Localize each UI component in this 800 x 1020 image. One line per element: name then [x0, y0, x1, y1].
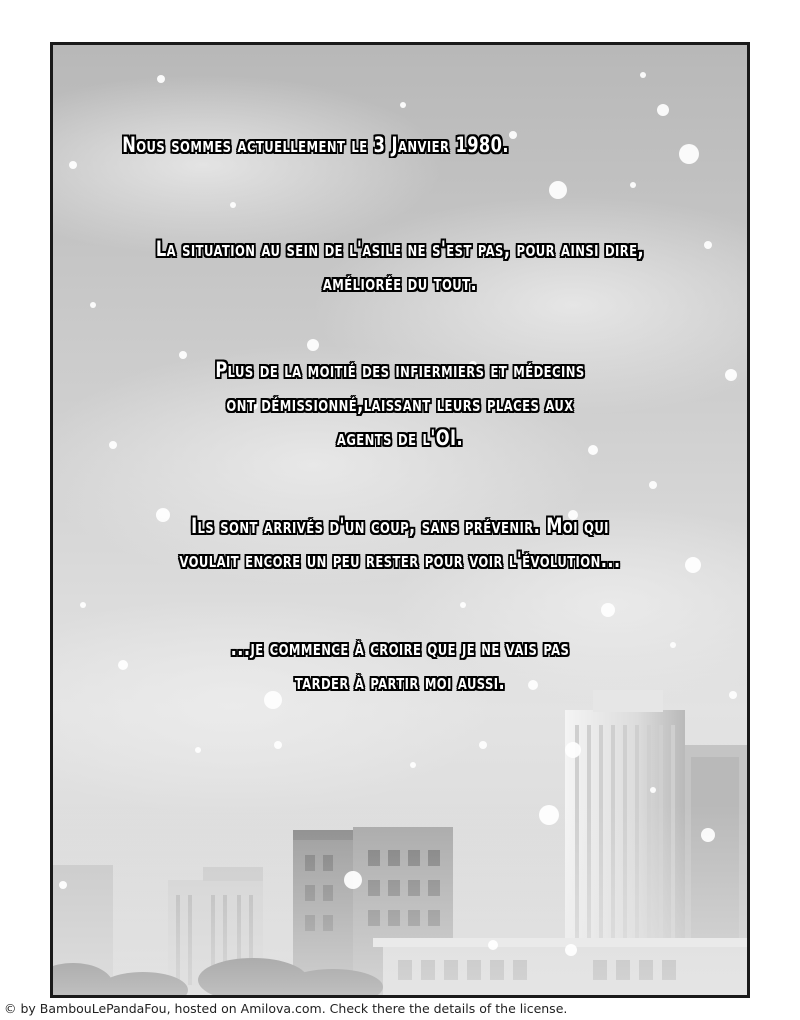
narration-line: voulait encore un peu rester pour voir l'évolution... [179, 548, 621, 572]
narration-paragraph-3 [102, 353, 699, 455]
narration-paragraph-5 [102, 631, 699, 699]
narration-line: Nous sommes actuellement le 3 Janvier 1980. [122, 133, 510, 157]
narration-paragraph-1 [102, 128, 699, 162]
narration-paragraph-2 [102, 232, 699, 300]
license-caption: © by BambouLePandaFou, hosted on Amilova.com. Check there the details of the license. [4, 1001, 568, 1016]
narration-line: agents de l'OI. [336, 426, 464, 450]
narration-line: La situation au sein de l'asile ne s'est pas, pour ainsi dire, [155, 237, 645, 261]
narration-line: améliorée du tout. [322, 271, 478, 295]
narration-line: ...je commence à croire que je ne vais pas [230, 636, 570, 660]
narration-paragraph-4 [102, 509, 699, 577]
narration-line: Ils sont arrivés d'un coup, sans prévenir. Moi qui [191, 514, 609, 538]
narration-line: Plus de la moitié des infiermiers et médecins [215, 358, 585, 382]
narration-line: tarder à partir moi aussi. [294, 670, 506, 694]
comic-panel [50, 42, 750, 998]
narration-line: ont démissionné,laissant leurs places aux [226, 392, 574, 416]
